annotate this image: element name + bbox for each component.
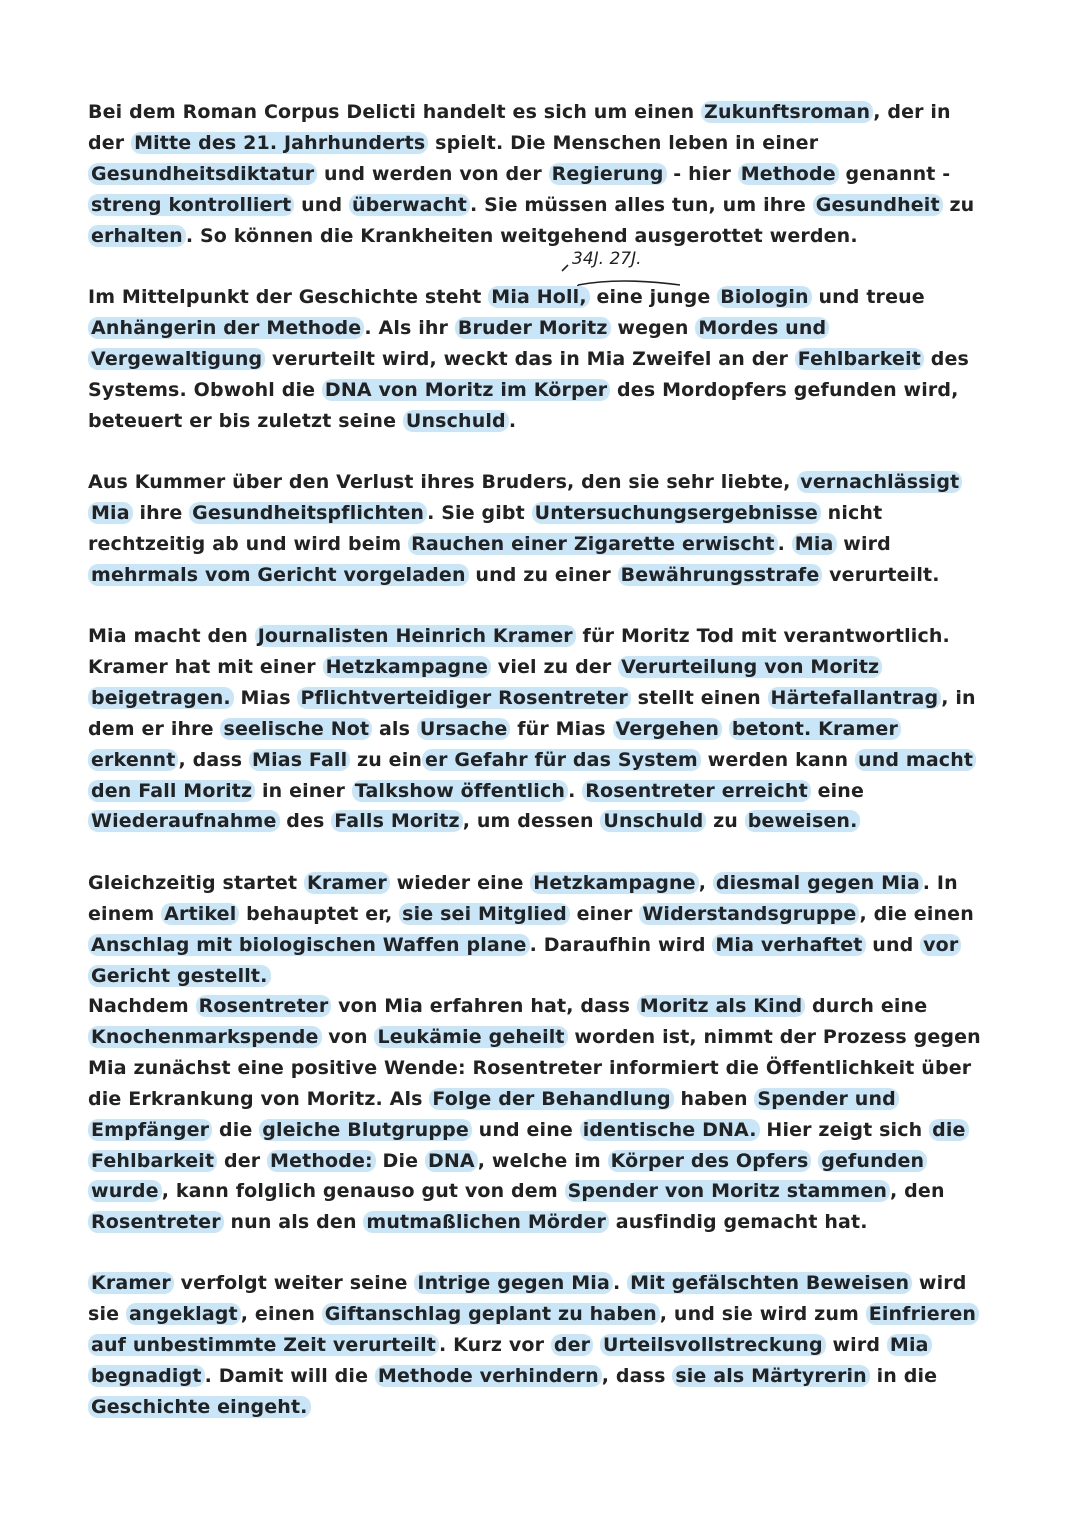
highlighted-text: Artikel <box>161 903 239 925</box>
highlighted-text: mehrmals vom Gericht vorgeladen <box>88 564 469 586</box>
paragraph-text: genannt - <box>838 162 951 185</box>
paragraph-text: . Sie gibt <box>427 501 532 524</box>
paragraph-text: . So können die Krankheiten weitgehend ausgerottet werden. <box>185 224 858 247</box>
highlighted-text: Falls Moritz <box>331 810 462 832</box>
paragraph-text: für Moritz Tod mit verantwortlich. Kramer hat mit einer <box>88 625 950 678</box>
highlighted-text: Methode verhindern <box>375 1365 602 1387</box>
paragraph-text: , kann folglich genauso gut von dem <box>161 1180 565 1203</box>
paragraph-text: , die einen <box>859 902 974 925</box>
highlighted-text: DNA <box>425 1150 478 1172</box>
paragraph-text: die <box>212 1118 260 1141</box>
paragraph-text: Im Mittelpunkt der Geschichte steht <box>88 286 489 308</box>
paragraph-text: verurteilt wird, weckt das in Mia Zweifel an der <box>265 347 795 370</box>
highlighted-text: Bruder Moritz <box>455 317 611 339</box>
paragraph-text: Die <box>375 1149 425 1172</box>
paragraph-3 <box>88 467 993 591</box>
paragraph-text: als <box>372 717 417 740</box>
highlighted-text: Mitte des 21. Jahrhunderts <box>131 132 428 154</box>
paragraph-4 <box>88 621 993 837</box>
highlighted-text: Vergehen <box>613 718 723 740</box>
highlighted-text: Gesundheitspflichten <box>189 502 427 524</box>
highlighted-text: Verurteilung von Moritz <box>618 656 882 678</box>
paragraph-6 <box>88 991 993 1238</box>
highlighted-text: seelische Not <box>220 718 372 740</box>
paragraph-text: nicht rechtzeitig ab und wird beim <box>88 501 883 555</box>
paragraph-text <box>593 1334 600 1356</box>
annotation-ages: 34J. 27J. <box>572 249 642 269</box>
highlighted-text: Biologin <box>717 286 811 308</box>
paragraph-text: worden ist, nimmt der Prozess gegen Mia zunächst eine positive Wende: Rosentreter informiert die Öffentlichkeit über die Erkrankung von Moritz. Als <box>88 1025 981 1110</box>
highlighted-text: Intrige gegen Mia <box>414 1272 613 1294</box>
paragraph-text: wird <box>836 532 891 555</box>
highlighted-text: Hetzkampagne <box>530 872 698 894</box>
paragraph-text: einer <box>569 902 640 925</box>
highlighted-text: Unschuld <box>403 410 509 432</box>
paragraph-text: Nachdem <box>88 995 196 1017</box>
highlighted-text: Mia verhaftet <box>712 934 865 956</box>
paragraph-text: zu <box>706 810 745 833</box>
paragraph-text: verurteilt. <box>822 563 940 586</box>
highlighted-text: Mia Holl, <box>488 286 589 308</box>
paragraph-text: des <box>279 810 332 833</box>
paragraph-text: Mias <box>233 686 298 709</box>
highlighted-text: Unschuld <box>600 810 706 832</box>
paragraph-text: verfolgt weiter seine <box>173 1272 415 1294</box>
paragraph-text: , dass <box>178 748 250 771</box>
highlighted-text: erhalten <box>88 225 186 247</box>
highlighted-text: Widerstandsgruppe <box>639 903 859 925</box>
highlighted-text: der <box>551 1334 593 1356</box>
highlighted-text: Spender und Empfänger <box>88 1088 899 1141</box>
paragraph-text: nun als den <box>223 1211 364 1234</box>
highlighted-text: Mias Fall <box>249 749 350 771</box>
paragraph-text: , <box>698 872 713 894</box>
paragraph-text: . In einem <box>88 872 958 925</box>
paragraph-text: und <box>294 193 349 216</box>
highlighted-text: angeklagt <box>126 1303 241 1325</box>
highlighted-text: Zukunftsroman <box>701 101 873 123</box>
paragraph-text: Mia macht den <box>88 625 255 647</box>
highlighted-text: Untersuchungsergebnisse <box>532 502 821 524</box>
highlighted-text: Härtefallantrag <box>768 687 942 709</box>
highlighted-text: Gesundheitsdiktatur <box>88 163 317 185</box>
highlighted-text: Kramer <box>88 1272 174 1294</box>
paragraph-text: . <box>568 779 583 802</box>
paragraph-text: und <box>865 933 921 956</box>
highlighted-text: Bewährungsstrafe <box>618 564 823 586</box>
paragraph-text: haben <box>673 1087 755 1110</box>
paragraph-text: . <box>612 1272 628 1294</box>
paragraph-text: - hier <box>666 162 738 185</box>
highlighted-text: Knochenmarkspende <box>88 1026 322 1048</box>
highlighted-text: Ursache <box>417 718 511 740</box>
paragraph-text: , welche im <box>477 1149 608 1172</box>
paragraph-text: , dass <box>601 1364 673 1387</box>
paragraph-text: werden kann <box>700 748 856 771</box>
highlighted-text: vernachlässigt Mia <box>88 471 962 524</box>
highlighted-text: er Gefahr für das System <box>422 749 701 771</box>
highlighted-text: Rauchen einer Zigarette erwischt <box>408 533 778 555</box>
paragraph-text: . Sie müssen alles tun, um ihre <box>469 193 813 216</box>
highlighted-text: die Fehlbarkeit <box>88 1119 969 1172</box>
paragraph-text: wegen <box>610 316 696 339</box>
highlighted-text: Mia begnadigt <box>88 1334 932 1387</box>
highlighted-text: DNA von Moritz im Körper <box>322 379 610 401</box>
paragraph-text: . Daraufhin wird <box>529 933 713 956</box>
highlighted-text: identische DNA. <box>580 1119 760 1141</box>
paragraph-text: ausfindig gemacht hat. <box>608 1211 868 1234</box>
highlighted-text: streng kontrolliert <box>88 194 294 216</box>
paragraph-text: und eine <box>471 1118 580 1141</box>
paragraph-text: zu ein <box>350 748 423 771</box>
highlighted-text: Urteilsvollstreckung <box>600 1334 826 1356</box>
highlighted-text: Rosentreter <box>88 1211 224 1233</box>
paragraph-text: wird <box>825 1333 887 1356</box>
highlighted-text: Rosentreter <box>196 995 332 1017</box>
highlighted-text: Regierung <box>549 163 667 185</box>
highlighted-text: Giftanschlag geplant zu haben <box>322 1303 660 1325</box>
paragraph-text: eine junge <box>589 286 718 308</box>
paragraph-text: für Mias <box>510 717 613 740</box>
highlighted-text: Leukämie geheilt <box>374 1026 567 1048</box>
paragraph-text: behauptet er, <box>239 902 400 925</box>
paragraph-text: . <box>777 532 792 555</box>
paragraph-2 <box>88 282 993 437</box>
highlighted-text: beigetragen. <box>88 687 234 709</box>
paragraph-7 <box>88 1268 993 1423</box>
paragraph-text: , in dem er ihre <box>88 686 976 740</box>
paragraph-text: und treue <box>811 286 925 308</box>
highlighted-text: sie sei Mitglied <box>399 903 570 925</box>
highlighted-text: Körper des Opfers <box>608 1150 812 1172</box>
highlighted-text: Mit gefälschten Beweisen <box>627 1272 912 1294</box>
paragraph-text: von <box>321 1025 375 1048</box>
paragraph-text: , um dessen <box>462 810 601 833</box>
paragraph-text: . Als ihr <box>364 316 455 339</box>
highlighted-text: Pflichtverteidiger Rosentreter <box>297 687 630 709</box>
paragraph-text: und werden von der <box>317 162 549 185</box>
paragraph-text: Gleichzeitig startet <box>88 872 304 894</box>
paragraph-5 <box>88 868 993 992</box>
highlighted-text: Wiederaufnahme <box>88 810 280 832</box>
paragraph-text: und zu einer <box>468 563 618 586</box>
paragraph-text: Hier zeigt sich <box>759 1118 930 1141</box>
highlighted-text: Journalisten Heinrich Kramer <box>255 625 576 647</box>
paragraph-text: . Kurz vor <box>439 1333 551 1356</box>
highlighted-text: Fehlbarkeit <box>795 348 924 370</box>
paragraph-text: . <box>508 409 517 432</box>
highlighted-text: Rosentreter erreicht <box>582 780 811 802</box>
highlighted-text: und macht den Fall Moritz <box>88 749 976 802</box>
highlighted-text: mutmaßlichen Mörder <box>363 1211 609 1233</box>
highlighted-text: diesmal gegen Mia <box>713 872 923 894</box>
highlighted-text: gefunden wurde <box>88 1150 927 1203</box>
paragraph-text: in die <box>869 1364 938 1387</box>
highlighted-text: Mordes und Vergewaltigung <box>88 317 829 370</box>
highlighted-text: Anschlag mit biologischen Waffen plane <box>88 934 530 956</box>
paragraph-text: , den <box>890 1180 945 1203</box>
highlighted-text: Spender von Moritz stammen <box>565 1180 890 1202</box>
paragraph-text: durch eine <box>805 995 928 1017</box>
highlighted-text: Gesundheit <box>813 194 943 216</box>
paragraph-text: stellt einen <box>630 686 768 709</box>
paragraph-text: Aus Kummer über den Verlust ihres Bruders, den sie sehr liebte, <box>88 471 798 493</box>
paragraph-text: eine <box>810 779 865 802</box>
paragraph-text <box>722 718 729 740</box>
highlighted-text: sie als Märtyrerin <box>672 1365 870 1387</box>
highlighted-text: betont. Kramer erkennt <box>88 718 901 771</box>
paragraph-text: der <box>217 1149 268 1172</box>
paragraph-text: Bei dem Roman Corpus Delicti handelt es sich um einen <box>88 101 702 123</box>
highlighted-text: Geschichte eingeht. <box>88 1396 311 1418</box>
highlighted-text: Einfrieren auf unbestimmte Zeit verurteilt <box>88 1303 979 1356</box>
paragraph-text: von Mia erfahren hat, dass <box>331 995 637 1017</box>
paragraph-text: , und sie wird zum <box>659 1302 866 1325</box>
paragraph-text: wieder eine <box>389 872 531 894</box>
highlighted-text: Hetzkampagne <box>323 656 491 678</box>
paragraph-text: ihre <box>132 501 190 524</box>
highlighted-text: vor Gericht gestellt. <box>88 934 961 987</box>
paragraph-text: des Systems. Obwohl die <box>88 347 969 401</box>
highlighted-text: überwacht <box>349 194 470 216</box>
highlighted-text: Kramer <box>304 872 390 894</box>
paragraph-text: . Damit will die <box>204 1364 375 1387</box>
highlighted-text: Talkshow öffentlich <box>352 780 568 802</box>
highlighted-text: Methode: <box>267 1150 376 1172</box>
highlighted-text: beweisen. <box>745 810 861 832</box>
highlighted-text: Moritz als Kind <box>637 995 805 1017</box>
paragraph-text: viel zu der <box>491 655 619 678</box>
paragraph-text: spielt. Die Menschen leben in einer <box>428 131 819 154</box>
paragraph-text: des Mordopfers gefunden wird, beteuert er bis zuletzt seine <box>88 378 959 432</box>
highlighted-text: gleiche Blutgruppe <box>259 1119 472 1141</box>
highlighted-text: Folge der Behandlung <box>429 1088 673 1110</box>
highlighted-text: Methode <box>738 163 839 185</box>
paragraph-text: wird sie <box>88 1272 967 1325</box>
paragraph-text: , der in der <box>88 101 951 154</box>
paragraph-text: in einer <box>255 779 352 802</box>
highlighted-text: Mia <box>792 533 837 555</box>
paragraph-text: , einen <box>240 1302 322 1325</box>
highlighted-text: Anhängerin der Methode <box>88 317 364 339</box>
paragraph-text: zu <box>942 193 975 216</box>
paragraph-1 <box>88 97 993 252</box>
